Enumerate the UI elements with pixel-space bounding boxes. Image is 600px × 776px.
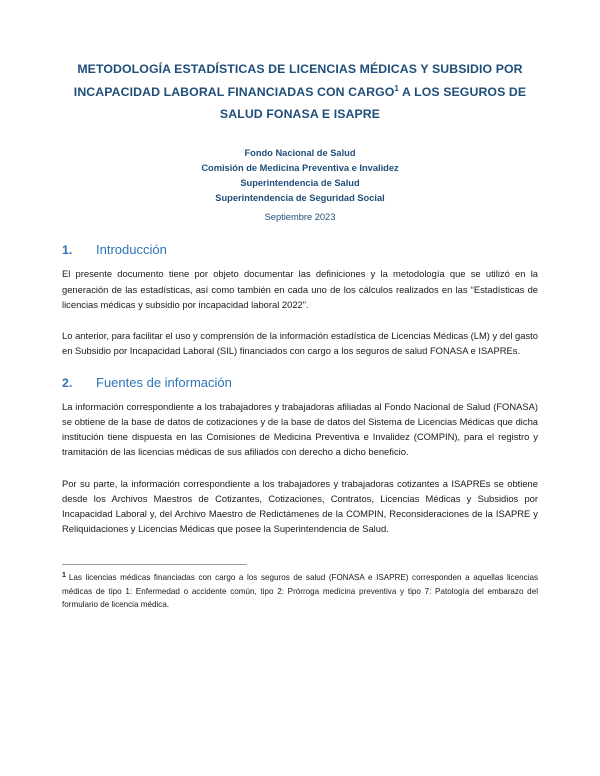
footnote xyxy=(62,571,538,610)
section-number: 1. xyxy=(62,243,73,258)
section-heading-introduccion xyxy=(62,242,538,257)
footnote-text: Las licencias médicas financiadas con cargo a los seguros de salud (FONASA e ISAPRE) corresponden a aquellas licencias médicas de tipo 1: Enfermedad o accidente común, tipo 2: Prórroga medicina preventiva y tipo 7: Patología del embarazo del formulario de licencia médica. xyxy=(62,573,538,609)
paragraph: Por su parte, la información correspondiente a los trabajadores y trabajadoras cotizantes a ISAPREs se obtiene desde los Archivos Maestros de Cotizantes, Cotizaciones, Contratos, Licencias Médicas y Subsidios por Incapacidad Laboral y, del Archivo Maestro de Redictámenes de la COMPIN, Reconsideraciones de la ISAPRE y Reliquidaciones y Licencias Médicas que posee la Superintendencia de Salud. xyxy=(62,477,538,535)
title-line-4: SEGUROS DE SALUD FONASA E ISAPRE xyxy=(219,84,527,122)
page-footer xyxy=(62,611,538,621)
organization-item: Superintendencia de Salud xyxy=(240,178,360,189)
organization-item: Comisión de Medicina Preventiva e Invalidez xyxy=(201,163,399,174)
section-heading-fuentes-de-informacion xyxy=(62,375,538,390)
paragraph: El presente documento tiene por objeto documentar las definiciones y la metodología que se utilizó en la generación de las estadísticas, así como también en cada uno de los cálculos realizados en las “Estadísticas de licencias médicas y subsidio por incapacidad laboral 2022”. xyxy=(62,268,538,310)
publication-date: Septiembre 2023 xyxy=(264,212,336,223)
section-title: Fuentes de información xyxy=(96,374,232,390)
title-line-2: POR INCAPACIDAD LABORAL FINANCIADAS CON CARGO xyxy=(73,62,523,99)
footnote-marker: 1 xyxy=(62,571,66,579)
paragraph: Lo anterior, para facilitar el uso y comprensión de la información estadística de Licencias Médicas (LM) y del gasto en Subsidio por Incapacidad Laboral (SIL) financiados con cargo a los seguros de salud FONASA e ISAPREs. xyxy=(62,330,538,357)
title-line-3: A LOS xyxy=(398,84,440,99)
title-footnote-marker: 1 xyxy=(394,83,399,93)
organization-list xyxy=(62,146,538,206)
paragraph: La información correspondiente a los trabajadores y trabajadoras afiliadas al Fondo Nacional de Salud (FONASA) se obtiene de la base de datos de cotizaciones y de la base de datos del Sistema de Licencias Médicas que dicha institución tiene dispuesta en las Comisiones de Medicina Preventiva e Invalidez (COMPIN), para el registro y tramitación de las licencias médicas de sus afiliados con derecho a dicho beneficio. xyxy=(62,400,538,458)
page-title xyxy=(62,58,538,126)
section-title: Introducción xyxy=(96,242,167,258)
title-line-1: METODOLOGÍA ESTADÍSTICAS DE LICENCIAS MÉDICAS Y SUBSIDIO xyxy=(77,62,493,76)
organization-item: Superintendencia de Seguridad Social xyxy=(215,193,385,204)
organization-item: Fondo Nacional de Salud xyxy=(244,148,356,159)
section-number: 2. xyxy=(62,375,73,390)
footnote-divider xyxy=(62,564,247,565)
